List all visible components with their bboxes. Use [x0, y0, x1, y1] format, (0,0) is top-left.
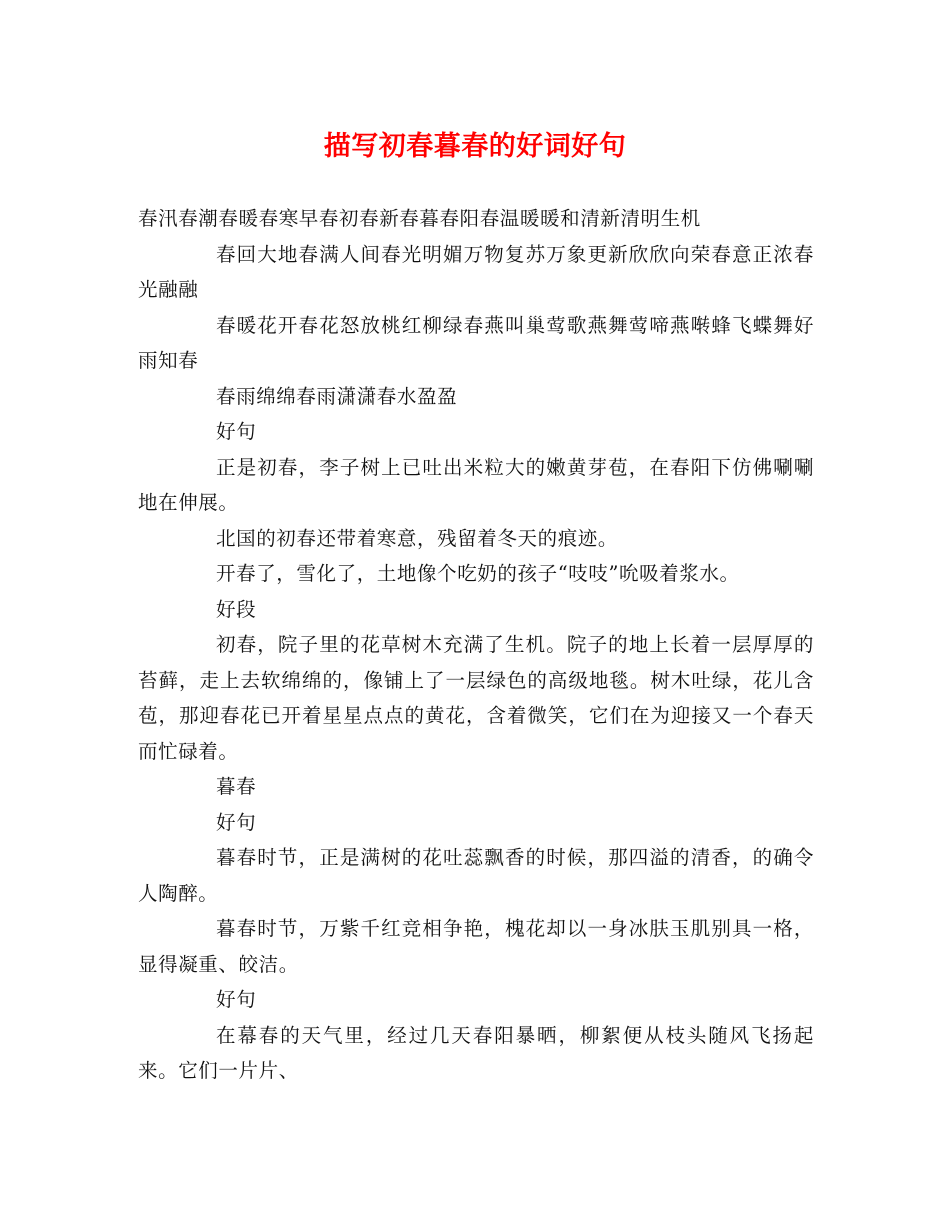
document-body: [138, 201, 814, 1089]
paragraph-early-spring-1: 正是初春，李子树上已吐出米粒大的嫩黄芽苞，在春阳下仿佛唰唰地在伸展。: [138, 455, 814, 514]
section-heading-good-passage: 好段: [216, 597, 257, 621]
paragraph-spring-words-2: 春回大地春满人间春光明媚万物复苏万象更新欣欣向荣春意正浓春光融融: [138, 242, 814, 301]
document-title: 描写初春暮春的好词好句: [323, 131, 627, 162]
section-heading-late-spring: 暮春: [216, 775, 257, 798]
paragraph-late-spring-3: 在幕春的天气里，经过几天春阳暴晒，柳絮便从枝头随风飞扬起来。它们一片片、: [138, 1023, 814, 1082]
paragraph-late-spring-1: 暮春时节，正是满树的花吐蕊飘香的时候，那四溢的清香，的确令人陶醉。: [138, 846, 814, 905]
paragraph-spring-words-3: 春暖花开春花怒放桃红柳绿春燕叫巢莺歌燕舞莺啼燕啭蜂飞蝶舞好雨知春: [138, 313, 814, 372]
paragraph-early-spring-2: 北国的初春还带着寒意，残留着冬天的痕迹。: [216, 526, 619, 550]
paragraph-late-spring-2: 暮春时节，万紫千红竞相争艳，槐花却以一身冰肤玉肌别具一格，显得凝重、皎洁。: [138, 917, 814, 976]
paragraph-spring-words-4: 春雨绵绵春雨潇潇春水盈盈: [216, 384, 458, 408]
section-heading-good-sentences: 好句: [216, 988, 257, 1011]
paragraph-early-spring-3: 开春了，雪化了，土地像个吃奶的孩子“吱吱”吮吸着浆水。: [216, 562, 740, 585]
paragraph-spring-words-1: 春汛春潮春暖春寒早春初春新春暮春阳春温暖暖和清新清明生机: [138, 207, 701, 230]
paragraph-early-spring-passage: 初春，院子里的花草树木充满了生机。院子的地上长着一层厚厚的苔藓，走上去软绵绵的，像铺上了一层绿色的高级地毯。树木吐绿，花儿含苞，那迎春花已开着星星点点的黄花，含着微笑，它们在为迎接又一个春天而忙碌着。: [138, 633, 814, 763]
section-heading-good-sentences: 好句: [216, 420, 257, 443]
section-heading-good-sentences: 好句: [216, 810, 257, 834]
